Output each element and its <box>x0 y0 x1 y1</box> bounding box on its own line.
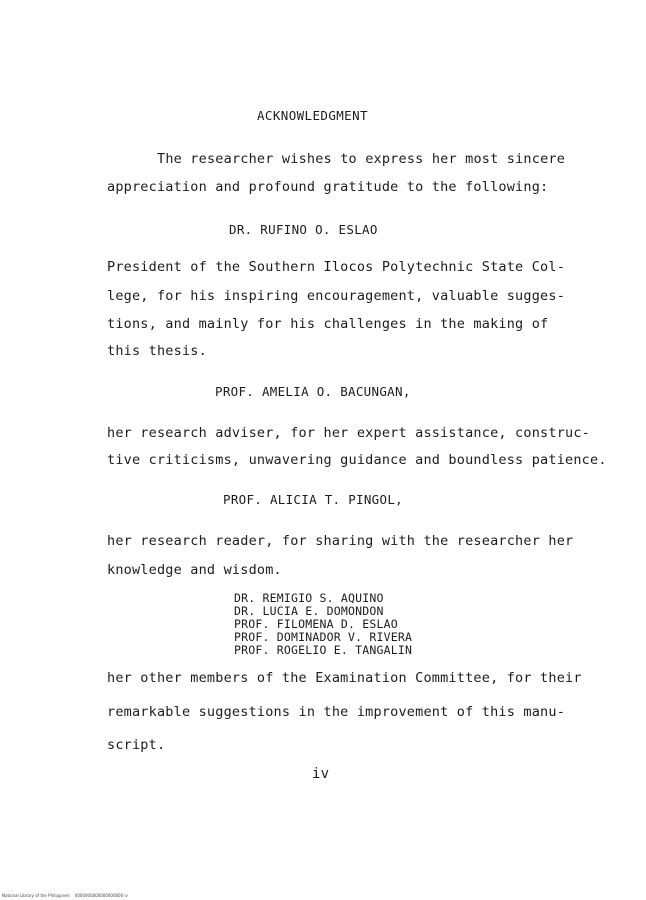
paragraph-line: knowledge and wisdom. <box>107 562 282 578</box>
committee-member: DR. REMIGIO S. AQUINO <box>234 591 384 605</box>
paragraph-line: President of the Southern Ilocos Polytechnic State Col- <box>107 259 566 275</box>
page-title: ACKNOWLEDGMENT <box>257 108 368 123</box>
intro-line: The researcher wishes to express her most sincere <box>157 151 566 167</box>
paragraph-line: remarkable suggestions in the improvement of this manu- <box>107 704 566 720</box>
page-number: iv <box>312 766 330 782</box>
acknowledgee-name: PROF. AMELIA O. BACUNGAN, <box>215 384 411 399</box>
acknowledgee-name: PROF. ALICIA T. PINGOL, <box>223 492 403 507</box>
paragraph-line: her other members of the Examination Committee, for their <box>107 670 582 686</box>
intro-line: appreciation and profound gratitude to the following: <box>107 179 549 195</box>
committee-member: DR. LUCIA E. DOMONDON <box>234 604 384 618</box>
committee-member: PROF. DOMINADOR V. RIVERA <box>234 630 413 644</box>
paragraph-line: lege, for his inspiring encouragement, valuable sugges- <box>107 288 566 304</box>
paragraph-line: tions, and mainly for his challenges in the making of <box>107 316 549 332</box>
paragraph-line: tive criticisms, unwavering guidance and boundless patience. <box>107 452 607 468</box>
paragraph-line: script. <box>107 737 166 753</box>
archive-footer: National Library of the Philippines 0000000000000000000 iv <box>2 893 128 898</box>
acknowledgee-name: DR. RUFINO O. ESLAO <box>229 222 378 237</box>
paragraph-line: her research reader, for sharing with the researcher her <box>107 533 574 549</box>
paragraph-line: her research adviser, for her expert assistance, construc- <box>107 425 591 441</box>
committee-member: PROF. FILOMENA D. ESLAO <box>234 617 398 631</box>
paragraph-line: this thesis. <box>107 343 207 359</box>
committee-member: PROF. ROGELIO E. TANGALIN <box>234 643 413 657</box>
